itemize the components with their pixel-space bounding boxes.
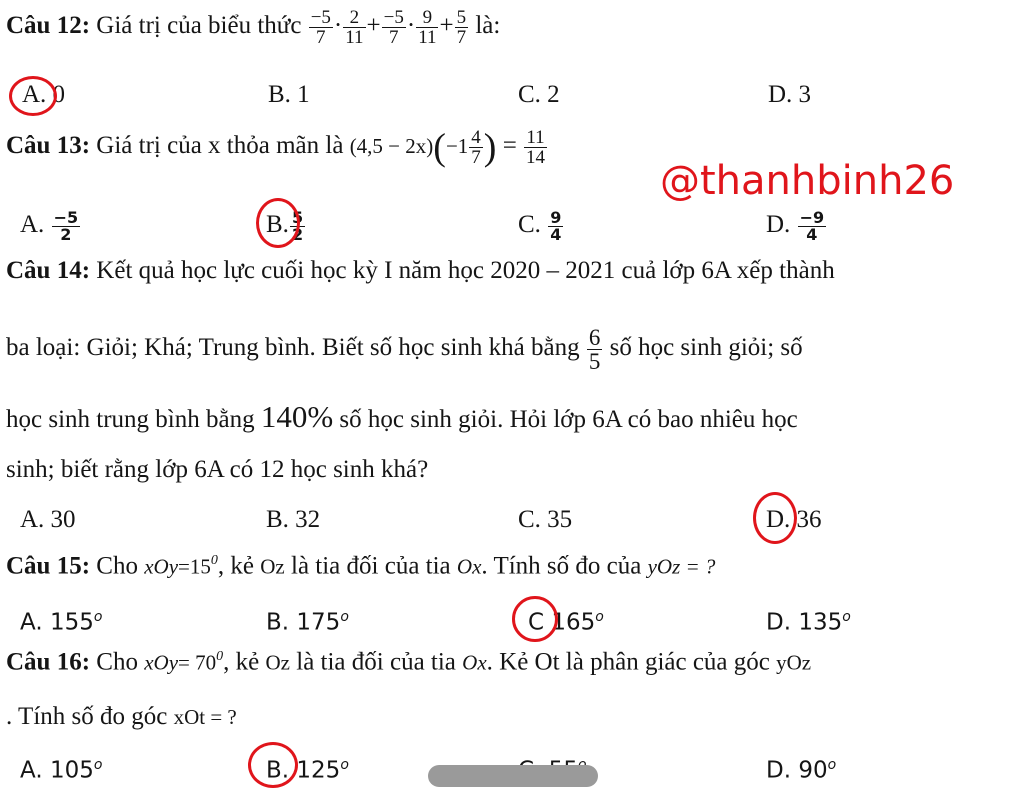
option-a[interactable]: A. $\frac{-5}{2}$ xyxy=(20,208,79,244)
fraction: $\frac{11}{14}$ xyxy=(526,127,546,168)
option-c[interactable]: C. 2 xyxy=(518,81,560,108)
question-label: Câu 13: xyxy=(6,132,91,160)
text-span: . Tính số đo góc xyxy=(6,703,168,730)
degree-mark: 0 xyxy=(210,553,218,568)
question-12: Câu 12: Giá trị của biểu thức $\frac{-5}{7}$ · $\frac{2}{11}$ + $\frac{-5}{7}$ · $\frac{9}{11}$ + $\frac{5}{7}$ là: xyxy=(6,7,501,48)
question-line xyxy=(6,702,237,732)
fraction: $\frac{4}{7}$ xyxy=(471,127,481,168)
option-b[interactable]: B. 32 xyxy=(266,506,321,533)
question-text: Giá trị của x thỏa mãn là xyxy=(96,132,344,160)
option-a[interactable]: A. 105$^o$ xyxy=(20,757,103,784)
expression-mixed: −1 xyxy=(445,134,469,159)
ray-symbol: Ox xyxy=(462,650,487,675)
text-span: số học sinh giỏi. Hỏi lớp 6A có bao nhiêu học xyxy=(339,406,798,433)
question-line: sinh; biết rằng lớp 6A có 12 học sinh khá? xyxy=(6,456,429,483)
question-14 xyxy=(6,256,835,286)
fraction: $\frac{2}{11}$ xyxy=(345,7,364,48)
text-span: là tia đối của tia xyxy=(291,552,451,580)
angle-value: = 70 xyxy=(178,650,217,675)
expression-left: (4,5 − 2x) xyxy=(349,134,434,159)
option-b[interactable]: B. $\frac{5}{2}$ xyxy=(266,208,304,244)
option-b[interactable]: B. 125$^o$ xyxy=(266,757,349,784)
text-span: . Kẻ Ot là phân giác của góc xyxy=(486,648,770,676)
text-span: Cho xyxy=(96,648,138,676)
question-15 xyxy=(6,546,715,581)
option-a[interactable]: A. 0 xyxy=(22,81,66,108)
option-c[interactable]: C 165$^o$ xyxy=(528,609,604,636)
question-end: là: xyxy=(475,12,501,40)
fraction: $\frac{9}{11}$ xyxy=(418,7,437,48)
question-label: Câu 14: xyxy=(6,257,91,284)
watermark-handle: @thanhbinh26 xyxy=(660,158,955,204)
option-b[interactable]: B. 1 xyxy=(268,81,310,108)
fraction: $\frac{6}{5}$ xyxy=(588,325,601,374)
answer-circle-mark xyxy=(512,596,558,642)
text-span: , kẻ xyxy=(217,552,254,580)
question-label: Câu 12: xyxy=(6,12,91,40)
option-a[interactable]: A. 155$^o$ xyxy=(20,609,103,636)
question-line xyxy=(6,326,803,373)
angle-symbol: yOz = ? xyxy=(647,554,716,579)
text-span: Cho xyxy=(96,552,138,580)
question-label: Câu 16: xyxy=(6,648,91,676)
option-d[interactable]: D. 90$^o$ xyxy=(766,757,837,784)
degree-mark: 0 xyxy=(216,649,224,664)
fraction: $\frac{5}{7}$ xyxy=(456,7,467,48)
option-b[interactable]: B. 175$^o$ xyxy=(266,609,349,636)
angle-symbol: xOy xyxy=(144,650,179,675)
question-text: Giá trị của biểu thức xyxy=(96,12,302,40)
ray-symbol: Ox xyxy=(456,554,482,579)
answer-circle-mark xyxy=(256,198,300,248)
text-span: học sinh trung bình bằng xyxy=(6,406,255,433)
ray-symbol: Oz xyxy=(265,650,290,675)
angle-symbol: xOy xyxy=(144,554,179,579)
answer-circle-mark xyxy=(248,742,298,788)
fraction: $\frac{-5}{7}$ xyxy=(383,7,404,48)
option-a[interactable]: A. 30 xyxy=(20,506,76,533)
fraction: $\frac{-5}{7}$ xyxy=(310,7,331,48)
text-span: , kẻ xyxy=(223,648,260,676)
answer-circle-mark xyxy=(753,492,797,544)
text-span: số học sinh giỏi; số xyxy=(609,334,803,362)
ray-symbol: Oz xyxy=(260,554,285,579)
option-d[interactable]: D. 3 xyxy=(768,81,812,108)
option-c[interactable]: C. 35 xyxy=(518,506,573,533)
question-label: Câu 15: xyxy=(6,552,91,580)
text-span: ba loại: Giỏi; Khá; Trung bình. Biết số học sinh khá bằng xyxy=(6,334,580,362)
angle-symbol: yOz xyxy=(776,650,812,675)
option-d[interactable]: D. $\frac{-9}{4}$ xyxy=(766,208,825,244)
angle-symbol: xOt = ? xyxy=(173,705,237,729)
bottom-scroll-handle[interactable] xyxy=(428,765,598,787)
text-span: là tia đối của tia xyxy=(296,648,456,676)
question-line xyxy=(6,399,798,435)
option-c[interactable]: C. $\frac{9}{4}$ xyxy=(518,208,562,244)
answer-circle-mark xyxy=(9,76,57,116)
question-13: Câu 13: Giá trị của x thỏa mãn là (4,5 − 2x)(−1 $\frac{4}{7}$ ) = $\frac{11}{14}$ xyxy=(6,126,546,169)
text-span: . Tính số đo của xyxy=(481,552,642,580)
question-16 xyxy=(6,642,811,677)
question-line: Kết quả học lực cuối học kỳ I năm học 2020 – 2021 cuả lớp 6A xếp thành xyxy=(96,257,835,284)
option-d[interactable]: D. 36 xyxy=(766,506,822,533)
percent-value: 140% xyxy=(260,399,334,434)
option-d[interactable]: D. 135$^o$ xyxy=(766,609,851,636)
angle-value: =15 xyxy=(178,554,211,579)
